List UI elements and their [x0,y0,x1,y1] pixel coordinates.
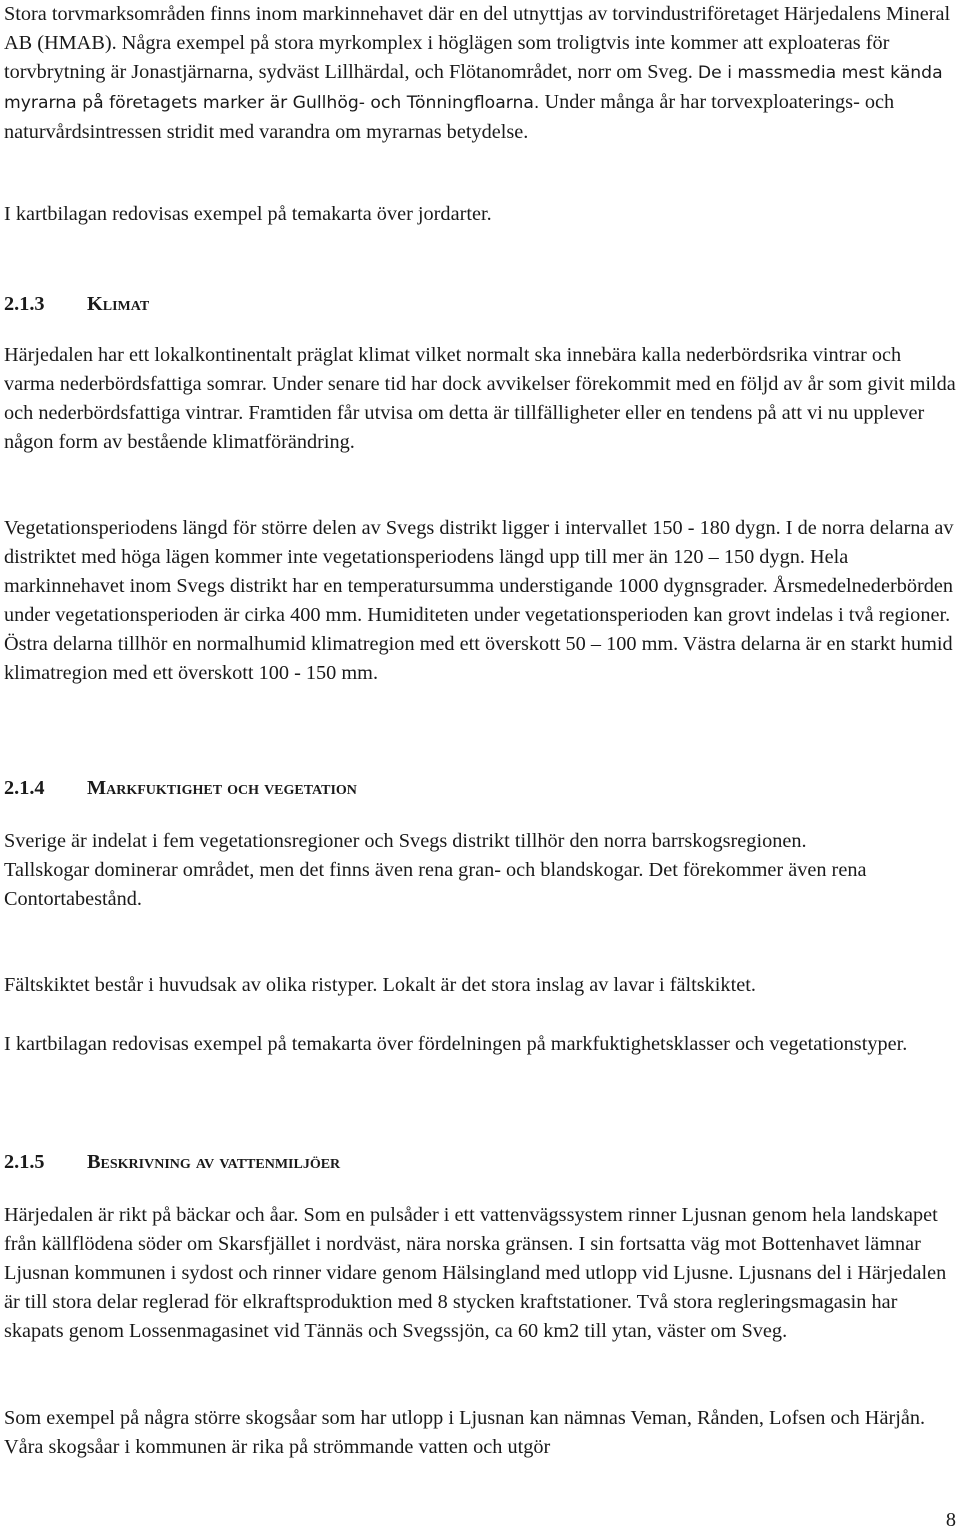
paragraph-text: Härjedalen har ett lokalkontinentalt präglat klimat vilket normalt ska innebära kalla nederbördsrika vintrar och varma nederbördsfattiga somrar. Under senare tid har dock avvikelser förekommit med en följd av år som givit milda och nederbördsfattiga vintrar. Framtiden får utvisa om detta är tillfälligheter eller en tendens på att vi nu upplever någon form av bestående klimatförändring. [4,344,956,453]
paragraph-klimat-1 [4,341,956,457]
paragraph-text: I kartbilagan redovisas exempel på temakarta över jordarter. [4,203,492,225]
section-number: 2.1.4 [4,777,45,799]
paragraph-vattenmiljoer-2 [4,1404,956,1462]
paragraph-text: Som exempel på några större skogsåar som har utlopp i Ljusnan kan nämnas Veman, Rånden, Lofsen och Härjån. Våra skogsåar i kommunen är rika på strömmande vatten och utgör [4,1407,926,1458]
paragraph-kartbilaga-jordarter [4,200,956,229]
paragraph-text: Tallskogar dominerar området, men det finns även rena gran- och blandskogar. Det förekommer även rena Contortabestånd. [4,859,867,910]
section-title: Klimat [87,293,150,315]
section-heading-2-1-5 [4,1148,956,1177]
section-number: 2.1.5 [4,1151,45,1173]
paragraph-text: Under många år har torvexploaterings- och naturvårdsintressen stridit med varandra om myrarnas betydelse. [4,91,895,143]
paragraph-klimat-2 [4,514,956,688]
paragraph-text: I kartbilagan redovisas exempel på temakarta över fördelningen på markfuktighetsklasser och vegetationstyper. [4,1033,908,1055]
paragraph-text: Fältskiktet består i huvudsak av olika ristyper. Lokalt är det stora inslag av lavar i fältskiktet. [4,974,756,996]
paragraph-text: Vegetationsperiodens längd för större delen av Svegs distrikt ligger i intervallet 150 - 180 dygn. I de norra delarna av distriktet med höga lägen kommer inte vegetationsperiodens längd upp till mer än 120 – 150 dygn. Hela markinnehavet inom Svegs distrikt har en temperatursumma understigande 1000 dygnsgrader. Årsmedelnederbörden under vegetationsperioden är cirka 400 mm. Humiditeten under vegetationsperioden kan grovt indelas i två regioner. Östra delarna tillhör en normalhumid klimatregion med ett överskott 50 – 100 mm. Västra delarna är en starkt humid klimatregion med ett överskott 100 - 150 mm. [4,517,954,684]
section-number: 2.1.3 [4,293,45,315]
paragraph-torvmark [4,0,956,147]
paragraph-text: Sverige är indelat i fem vegetationsregioner och Svegs distrikt tillhör den norra barrskogsregionen. [4,830,807,852]
section-heading-2-1-3 [4,290,956,319]
section-heading-2-1-4 [4,774,956,803]
paragraph-vegetationsregioner [4,827,956,914]
section-title: Beskrivning av vattenmiljöer [87,1151,341,1173]
paragraph-kartbilaga-markfuktighet [4,1030,956,1059]
paragraph-text-sans: De i massmedia mest kända myrarna på företagets marker är Gullhög- och Tönningfloarna. [4,63,943,113]
page-number: 8 [945,1509,956,1531]
paragraph-text: Stora torvmarksområden finns inom markinnehavet där en del utnyttjas av torvindustriföretaget Härjedalens Mineral AB (HMAB). Några exempel på stora myrkomplex i höglägen som troligtvis inte kommer att exploateras för torvbrytning är Jonastjärnarna, sydväst Lillhärdal, och Flötanområdet, norr om Sveg. [4,3,951,83]
section-title: Markfuktighet och vegetation [87,777,357,799]
paragraph-text: Härjedalen är rikt på bäckar och åar. Som en pulsåder i ett vattenvägssystem rinner Ljusnan genom hela landskapet från källflödena söder om Skarsfjället i nordväst, nära norska gränsen. I sin fortsatta väg mot Bottenhavet lämnar Ljusnan kommunen i sydost och rinner vidare genom Hälsingland med utlopp vid Ljusne. Ljusnans del i Härjedalen är till stora delar reglerad för elkraftsproduktion med 8 stycken kraftstationer. Två stora regleringsmagasin har skapats genom Lossenmagasinet vid Tännäs och Svegssjön, ca 60 km2 till ytan, väster om Sveg. [4,1204,947,1342]
paragraph-faltskikt [4,971,956,1000]
paragraph-vattenmiljoer-1 [4,1201,956,1346]
